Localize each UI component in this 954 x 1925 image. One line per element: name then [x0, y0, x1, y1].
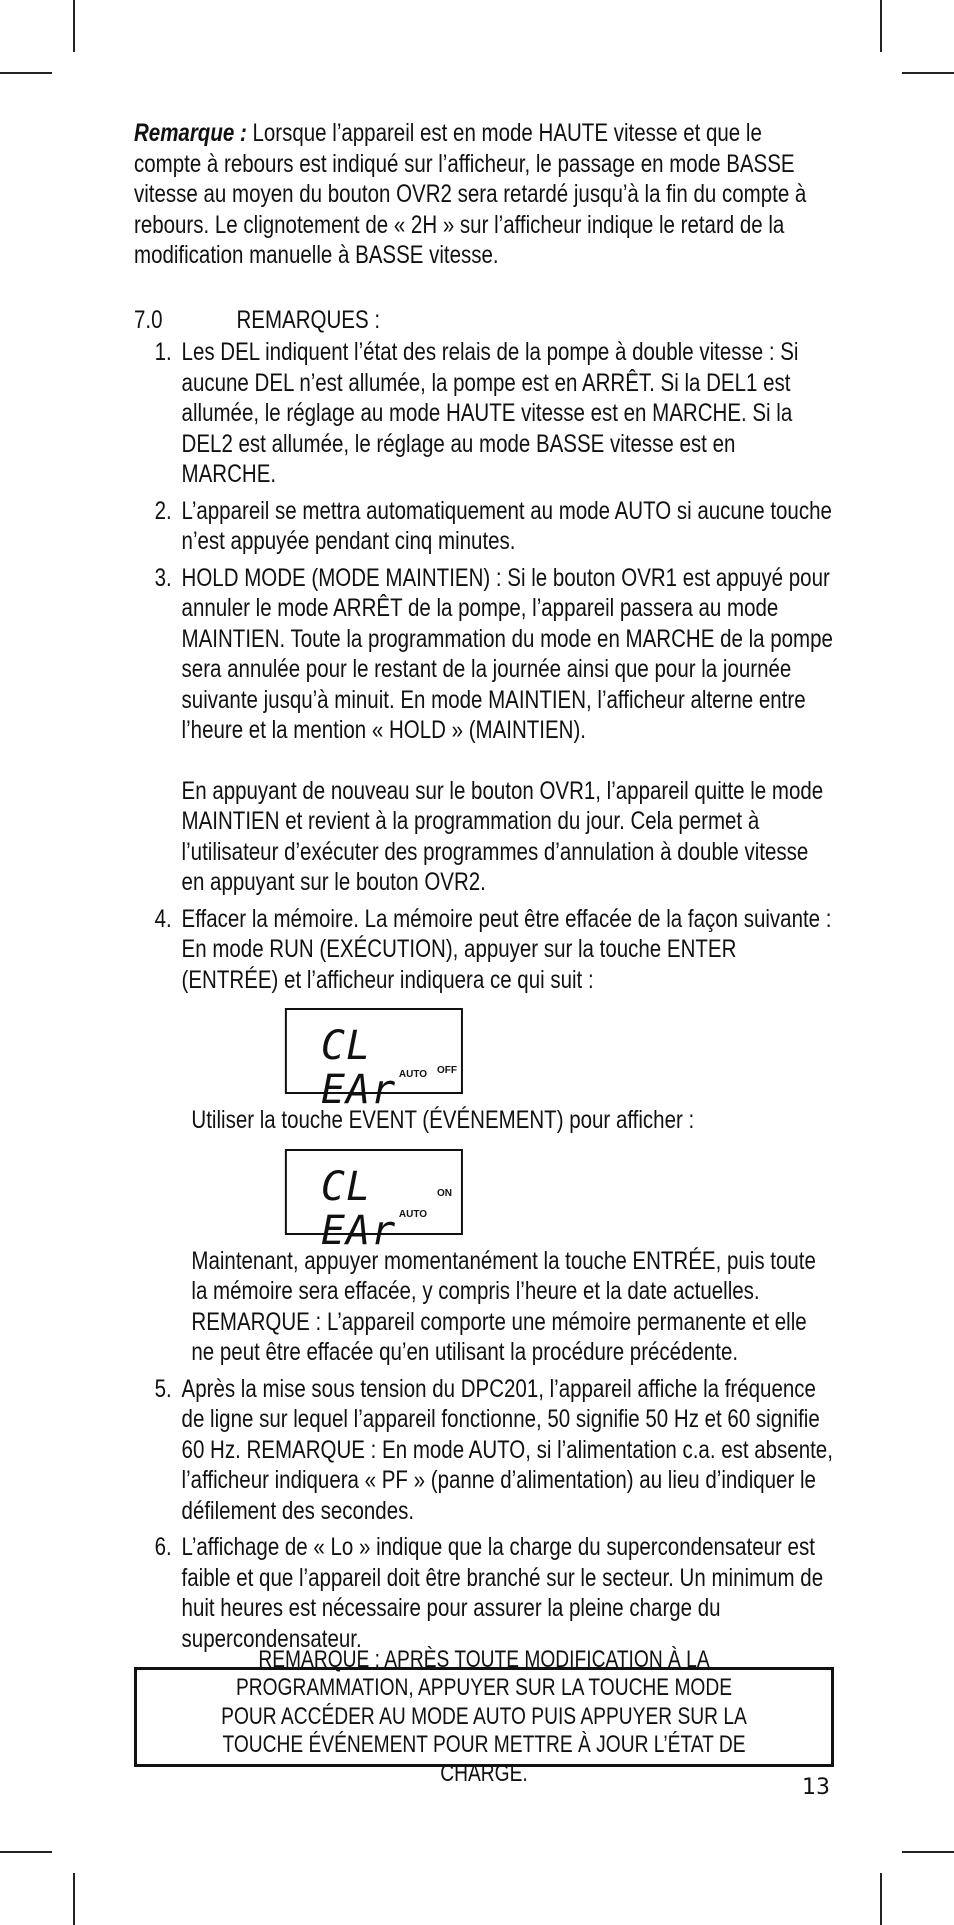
item-number: 6. — [154, 1533, 172, 1561]
boxed-remark — [134, 1645, 834, 1787]
lcd-panel — [285, 1149, 463, 1254]
lcd-text: CL EAr — [320, 1023, 397, 1113]
crop-mark — [73, 0, 75, 52]
item-number: 5. — [154, 1374, 172, 1403]
list-item — [134, 337, 833, 490]
crop-mark — [880, 0, 882, 52]
lcd-panel — [285, 1008, 463, 1113]
item-text: L’appareil se mettra automatiquement au mode AUTO si aucune touche n’est appuyée pendant cinq minutes. — [181, 496, 832, 555]
crop-mark — [0, 1851, 52, 1853]
lcd-state: OFF — [436, 1065, 457, 1076]
lcd-display-clear-off — [134, 1001, 833, 1113]
section-title: REMARQUES : — [236, 305, 381, 334]
intro-text: Lorsque l’appareil est en mode HAUTE vitesse et que le compte à rebours est indiqué sur l’afficheur, le passage en mode BASSE vitesse au moyen du bouton OVR2 sera retardé jusqu’à la fin du compte à rebours. Le clignotement de « 2H » sur l’afficheur indique le retard de la modification manuelle à BASSE vitesse. — [134, 119, 807, 269]
list-item — [134, 1374, 833, 1527]
lcd-mode: AUTO — [398, 1209, 428, 1220]
section-heading — [134, 305, 833, 336]
intro-remark — [134, 118, 833, 271]
item-number: 2. — [154, 496, 172, 525]
list-item — [134, 496, 833, 557]
boxed-remark-text: REMARQUE : APRÈS TOUTE MODIFICATION À LA PROGRAMMATION, APPUYER SUR LA TOUCHE MODE POUR ACCÉDER AU MODE AUTO PUIS APPUYER SUR LA TOUCHE ÉVÉNEMENT POUR METTRE À JOUR L’ÉTAT DE CHARGE. — [221, 1645, 747, 1787]
crop-mark — [73, 1873, 75, 1925]
notes-list — [134, 337, 833, 995]
list-item — [134, 904, 833, 996]
crop-mark — [902, 72, 954, 74]
page-content — [134, 118, 833, 1660]
crop-mark — [0, 72, 52, 74]
list-item — [134, 563, 833, 898]
lcd-text: CL EAr — [320, 1163, 397, 1254]
item-text: L’affichage de « Lo » indique que la charge du supercondensateur est faible et que l’appareil doit être branché sur le secteur. Un minimum de huit heures est nécessaire pour assurer la pleine charge du supercondensateur. — [181, 1533, 824, 1653]
lcd-state: ON — [436, 1187, 452, 1199]
list-item — [134, 1532, 833, 1654]
item-number: 1. — [154, 338, 172, 366]
item-body — [172, 563, 834, 898]
item-text: Effacer la mémoire. La mémoire peut être effacée de la façon suivante : En mode RUN (EXÉCUTION), appuyer sur la touche ENTER (ENTRÉE) et l’afficheur indiquera ce qui suit : — [181, 904, 832, 994]
item-text-continued: En appuyant de nouveau sur le bouton OVR1, l’appareil quitte le mode MAINTIEN et revient à la programmation du jour. Cela permet à l’utilisateur d’exécuter des programmes d’annulation à double vitesse en appuyant sur le bouton OVR2. — [181, 776, 824, 896]
intro-label: Remarque : — [134, 119, 247, 147]
item-number: 4. — [154, 904, 172, 933]
section-number: 7.0 — [134, 305, 163, 334]
notes-list-continued — [134, 1374, 833, 1655]
item-4-continued: Maintenant, appuyer momentanément la touche ENTRÉE, puis toute la mémoire sera effacée, y compris l’heure et la date actuelles. REMARQUE : L’appareil comporte une mémoire permanente et elle ne peut être effacée qu’en utilisant la procédure précédente. — [191, 1246, 816, 1366]
page-number: 13 — [802, 1775, 830, 1800]
lcd-display-clear-on — [134, 1142, 833, 1254]
item-text: HOLD MODE (MODE MAINTIEN) : Si le bouton OVR1 est appuyé pour annuler le mode ARRÊT de la pompe, l’appareil passera au mode MAINTIEN. Toute la programmation du mode en MARCHE de la pompe sera annulée pour le restant de la journée ainsi que pour la journée suivante jusqu’à minuit. En mode MAINTIEN, l’afficheur alterne entre l’heure et la mention « HOLD » (MAINTIEN). — [181, 563, 833, 744]
item-text: Après la mise sous tension du DPC201, l’appareil affiche la fréquence de ligne sur lequel l’appareil fonctionne, 50 signifie 50 Hz et 60 signifie 60 Hz. REMARQUE : En mode AUTO, si l’alimentation c.a. est absente, l’afficheur indiquera « PF » (panne d’alimentation) au lieu d’indiquer le défilement des secondes. — [181, 1374, 833, 1525]
between-displays-text: Utiliser la touche EVENT (ÉVÉNEMENT) pour afficher : — [191, 1106, 695, 1134]
crop-mark — [902, 1851, 954, 1853]
item-text: Les DEL indiquent l’état des relais de la pompe à double vitesse : Si aucune DEL n’est allumée, la pompe est en ARRÊT. Si la DEL1 est allumée, le réglage au mode HAUTE vitesse est en MARCHE. Si la DEL2 est allumée, le réglage au mode BASSE vitesse est en MARCHE. — [181, 338, 799, 488]
item-number: 3. — [154, 563, 172, 592]
lcd-mode: AUTO — [398, 1068, 428, 1080]
crop-mark — [880, 1873, 882, 1925]
